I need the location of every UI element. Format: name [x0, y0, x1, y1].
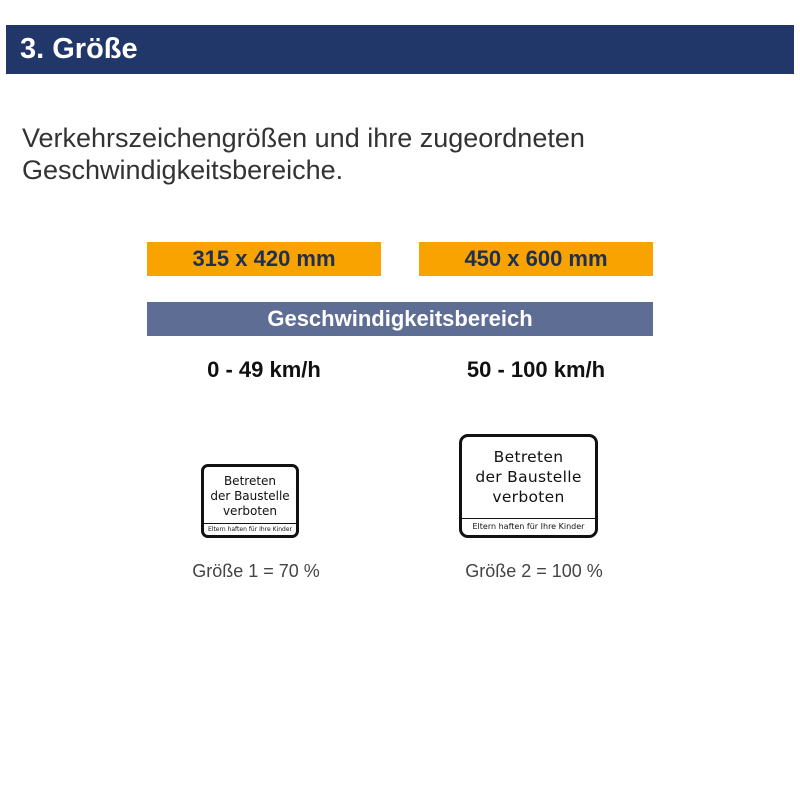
sign-line-3: verboten — [492, 488, 565, 506]
sign-line-3: verboten — [222, 504, 278, 518]
size-caption-1: Größe 1 = 70 % — [192, 561, 320, 581]
intro-line-2: Geschwindigkeitsbereiche. — [22, 155, 344, 185]
speed-range-header: Geschwindigkeitsbereich — [147, 302, 653, 336]
sign-line-1: Betreten — [223, 474, 277, 488]
sign-line-2: der Baustelle — [475, 468, 582, 486]
speed-range-2: 50 - 100 km/h — [466, 357, 606, 382]
sign-footer: Eltern haften für Ihre Kinder — [204, 523, 296, 535]
traffic-sign-size-1 — [201, 464, 299, 538]
speed-range-1: 0 - 49 km/h — [207, 357, 321, 382]
section-header — [6, 25, 794, 74]
sign-footer: Eltern haften für Ihre Kinder — [462, 518, 595, 535]
sign-line-1: Betreten — [493, 448, 564, 466]
sign-line-2: der Baustelle — [210, 489, 290, 503]
traffic-sign-size-2 — [459, 434, 598, 538]
intro-text — [22, 122, 742, 186]
size-badge-2: 450 x 600 mm — [419, 242, 653, 276]
size-badge-1: 315 x 420 mm — [147, 242, 381, 276]
intro-line-1: Verkehrszeichengrößen und ihre zugeordneten — [22, 123, 585, 153]
section-title: 3. Größe — [20, 33, 138, 65]
size-caption-2: Größe 2 = 100 % — [465, 561, 603, 581]
